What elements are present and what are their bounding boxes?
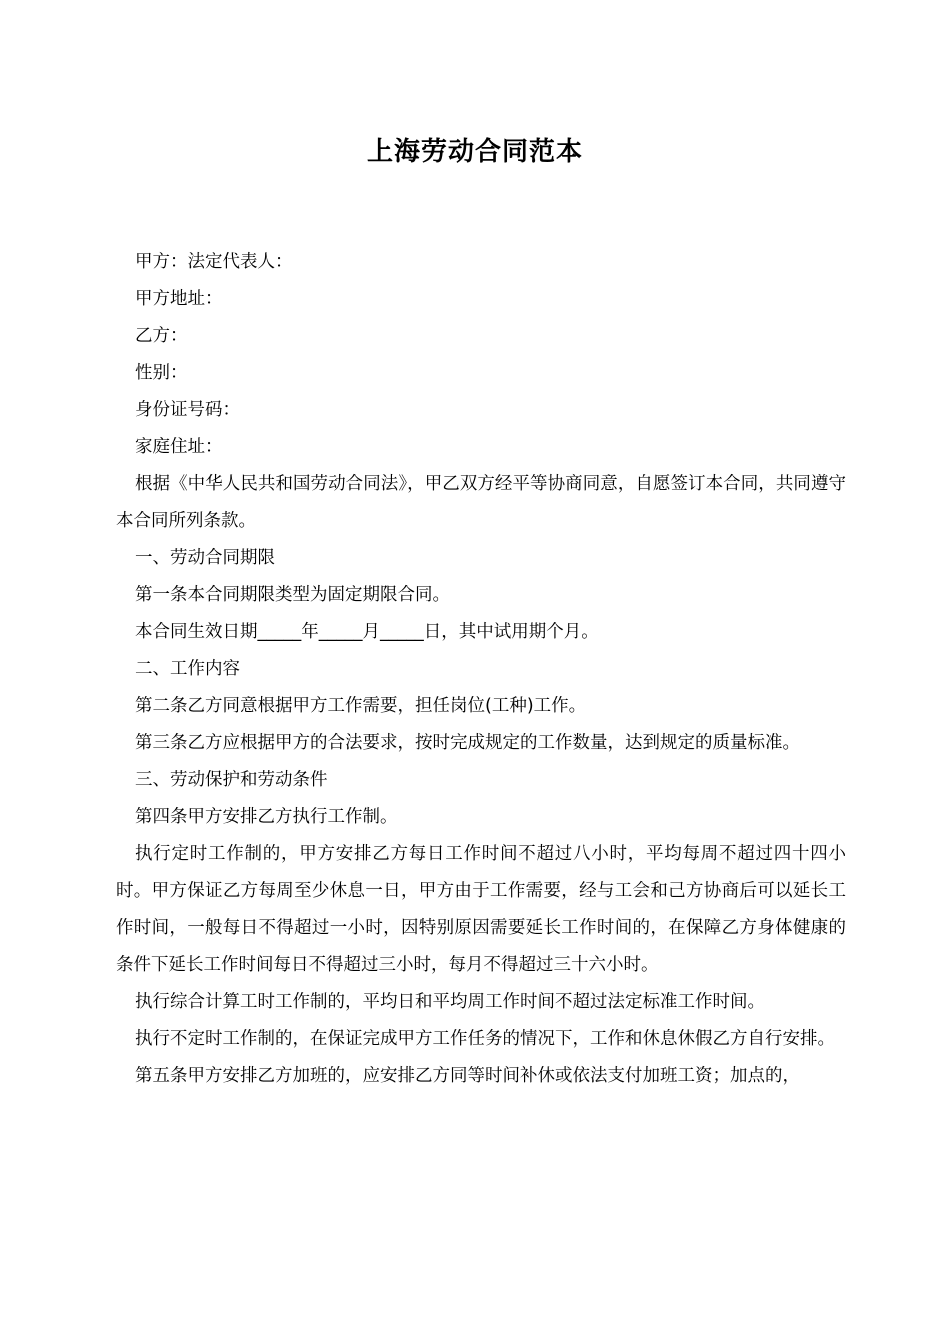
- effective-date-line: 本合同生效日期_____年_____月_____日，其中试用期个月。: [135, 622, 599, 642]
- section-heading-work-content: 二、工作内容: [135, 659, 240, 679]
- party-a-line: 甲方：法定代表人：: [135, 252, 293, 272]
- article-1: 第一条本合同期限类型为固定期限合同。: [135, 585, 450, 605]
- article-4: 第四条甲方安排乙方执行工作制。: [135, 807, 398, 827]
- flexible-hours-paragraph: 执行不定时工作制的，在保证完成甲方工作任务的情况下，工作和休息休假乙方自行安排。: [135, 1029, 835, 1049]
- section-heading-labor-protection: 三、劳动保护和劳动条件: [135, 770, 328, 790]
- standard-hours-paragraph: 执行定时工作制的，甲方安排乙方每日工作时间不超过八小时，平均每周不超过四十四小时。甲方保证乙方每周至少休息一日，甲方由于工作需要，经与工会和己方协商后可以延长工作时间，一般每日不得超过一小时，因特别原因需要延长工作时间的，在保障乙方身体健康的条件下延长工作时间每日不得超过三小时，每月不得超过三十六小时。: [116, 844, 846, 975]
- article-5: 第五条甲方安排乙方加班的，应安排乙方同等时间补休或依法支付加班工资；加点的，: [135, 1066, 800, 1086]
- section-heading-term: 一、劳动合同期限: [135, 548, 275, 568]
- comprehensive-hours-paragraph: 执行综合计算工时工作制的，平均日和平均周工作时间不超过法定标准工作时间。: [135, 992, 765, 1012]
- id-number-line: 身份证号码：: [135, 400, 240, 420]
- home-address-line: 家庭住址：: [135, 437, 223, 457]
- preamble-paragraph: 根据《中华人民共和国劳动合同法》，甲乙双方经平等协商同意，自愿签订本合同，共同遵守本合同所列条款。: [116, 474, 846, 531]
- article-3: 第三条乙方应根据甲方的合法要求，按时完成规定的工作数量，达到规定的质量标准。: [135, 733, 800, 753]
- party-a-address-line: 甲方地址：: [135, 289, 223, 309]
- article-2: 第二条乙方同意根据甲方工作需要，担任岗位(工种)工作。: [135, 696, 587, 716]
- document-title: 上海劳动合同范本: [366, 137, 583, 167]
- party-b-line: 乙方：: [135, 326, 188, 346]
- document-body: [116, 244, 846, 1095]
- gender-line: 性别：: [135, 363, 188, 383]
